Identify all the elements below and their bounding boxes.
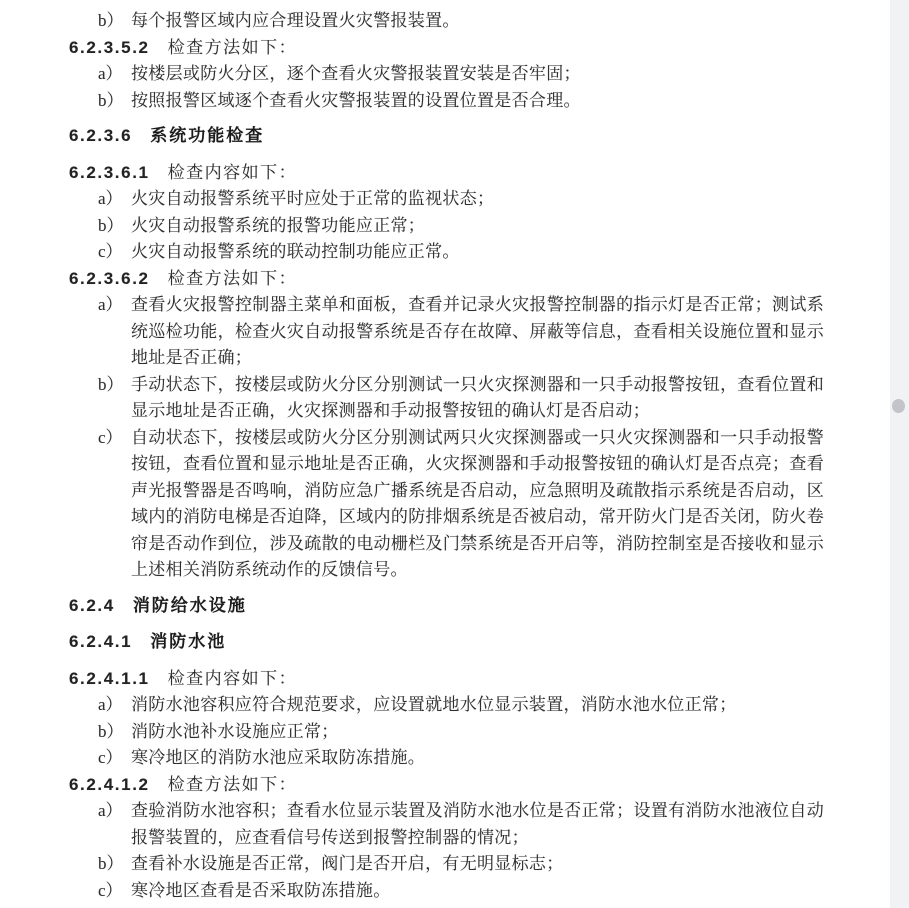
item-text: 消防水池容积应符合规范要求，应设置就地水位显示装置，消防水池水位正常； [131,695,737,714]
item-text: 按照报警区域逐个查看火灾警报装置的设置位置是否合理。 [131,90,581,110]
item-text: 消防水池补水设施应正常； [131,721,339,741]
item-letter: c） [98,748,123,767]
clause-text: 检查方法如下： [167,37,298,57]
scrollbar-track[interactable] [890,0,909,908]
item-letter: a） [98,189,123,208]
item-text: 查看火灾报警控制器主菜单和面板，查看并记录火灾报警控制器的指示灯是否正常；测试系统巡检功能，检查火灾自动报警系统是否存在故障、屏蔽等信息，查看相关设施位置和显示地址是否正确； [131,295,824,367]
list-item [0,719,824,746]
clause-line [0,666,840,693]
item-text: 查验消防水池容积；查看水位显示装置及消防水池水位是否正常；设置有消防水池液位自动报警装置的，应查看信号传送到报警控制器的情况； [131,801,824,847]
list-item [0,239,824,266]
item-letter: b） [98,721,124,741]
list-item [0,692,824,719]
item-text: 每个报警区域内应合理设置火灾警报装置。 [131,11,460,30]
clause-text: 检查内容如下： [167,162,298,182]
list-item [0,8,824,35]
section-heading [0,629,840,656]
heading-text: 消防给水设施 [132,595,247,615]
clause-line [0,160,840,187]
item-letter: c） [98,242,123,261]
scrollbar-thumb[interactable] [892,399,905,413]
item-letter: a） [98,695,123,714]
list-item [0,186,824,213]
item-letter: a） [98,64,123,83]
list-item [0,878,824,905]
document-content [0,8,840,904]
list-item [0,425,824,584]
heading-text: 系统功能检查 [150,126,265,145]
section-heading [0,593,840,620]
item-letter: b） [98,854,124,873]
list-item [0,745,824,772]
item-text: 寒冷地区查看是否采取防冻措施。 [131,880,391,900]
list-item [0,851,824,878]
clause-number: 6.2.3.6 [69,126,133,145]
item-text: 按楼层或防火分区，逐个查看火灾警报装置安装是否牢固； [131,64,581,83]
item-letter: b） [98,90,124,110]
clause-text: 检查方法如下： [167,774,298,794]
heading-text: 消防水池 [150,632,227,651]
item-text: 手动状态下，按楼层或防火分区分别测试一只火灾探测器和一只手动报警按钮，查看位置和显示地址是否正确，火灾探测器和手动报警按钮的确认灯是否启动； [131,374,824,420]
clause-line [0,266,840,293]
section-heading [0,123,840,150]
item-letter: b） [98,11,124,30]
clause-text: 检查方法如下： [167,268,298,288]
item-text: 火灾自动报警系统的报警功能应正常； [131,215,426,235]
clause-number: 6.2.3.5.2 [69,37,150,57]
item-text: 寒冷地区的消防水池应采取防冻措施。 [131,748,426,767]
list-item [0,372,824,425]
clause-number: 6.2.4 [69,595,115,615]
item-letter: a） [98,295,123,314]
item-letter: c） [98,427,123,447]
clause-number: 6.2.4.1.1 [69,668,150,688]
list-item [0,88,824,115]
list-item [0,61,824,88]
list-item [0,798,824,851]
clause-number: 6.2.3.6.2 [69,268,150,288]
clause-number: 6.2.3.6.1 [69,162,150,182]
item-letter: a） [98,801,123,820]
item-text: 查看补水设施是否正常，阀门是否开启，有无明显标志； [131,854,564,873]
item-letter: c） [98,880,123,900]
item-text: 自动状态下，按楼层或防火分区分别测试两只火灾探测器或一只火灾探测器和一只手动报警按钮，查看位置和显示地址是否正确，火灾探测器和手动报警按钮的确认灯是否点亮；查看声光报警器是否鸣响，消防应急广播系统是否启动，应急照明及疏散指示系统是否启动，区域内的消防电梯是否迫降，区域内的防排烟系统是否被启动，常开防火门是否关闭，防火卷帘是否动作到位，涉及疏散的电动栅栏及门禁系统是否开启等，消防控制室是否接收和显示上述相关消防系统动作的反馈信号。 [131,427,824,579]
list-item [0,292,824,372]
clause-text: 检查内容如下： [167,668,298,688]
list-item [0,213,824,240]
clause-number: 6.2.4.1.2 [69,774,150,794]
item-text: 火灾自动报警系统的联动控制功能应正常。 [131,242,460,261]
clause-number: 6.2.4.1 [69,632,133,651]
clause-line [0,35,840,62]
clause-line [0,772,840,799]
item-text: 火灾自动报警系统平时应处于正常的监视状态； [131,189,495,208]
item-letter: b） [98,215,124,235]
item-letter: b） [98,374,124,394]
